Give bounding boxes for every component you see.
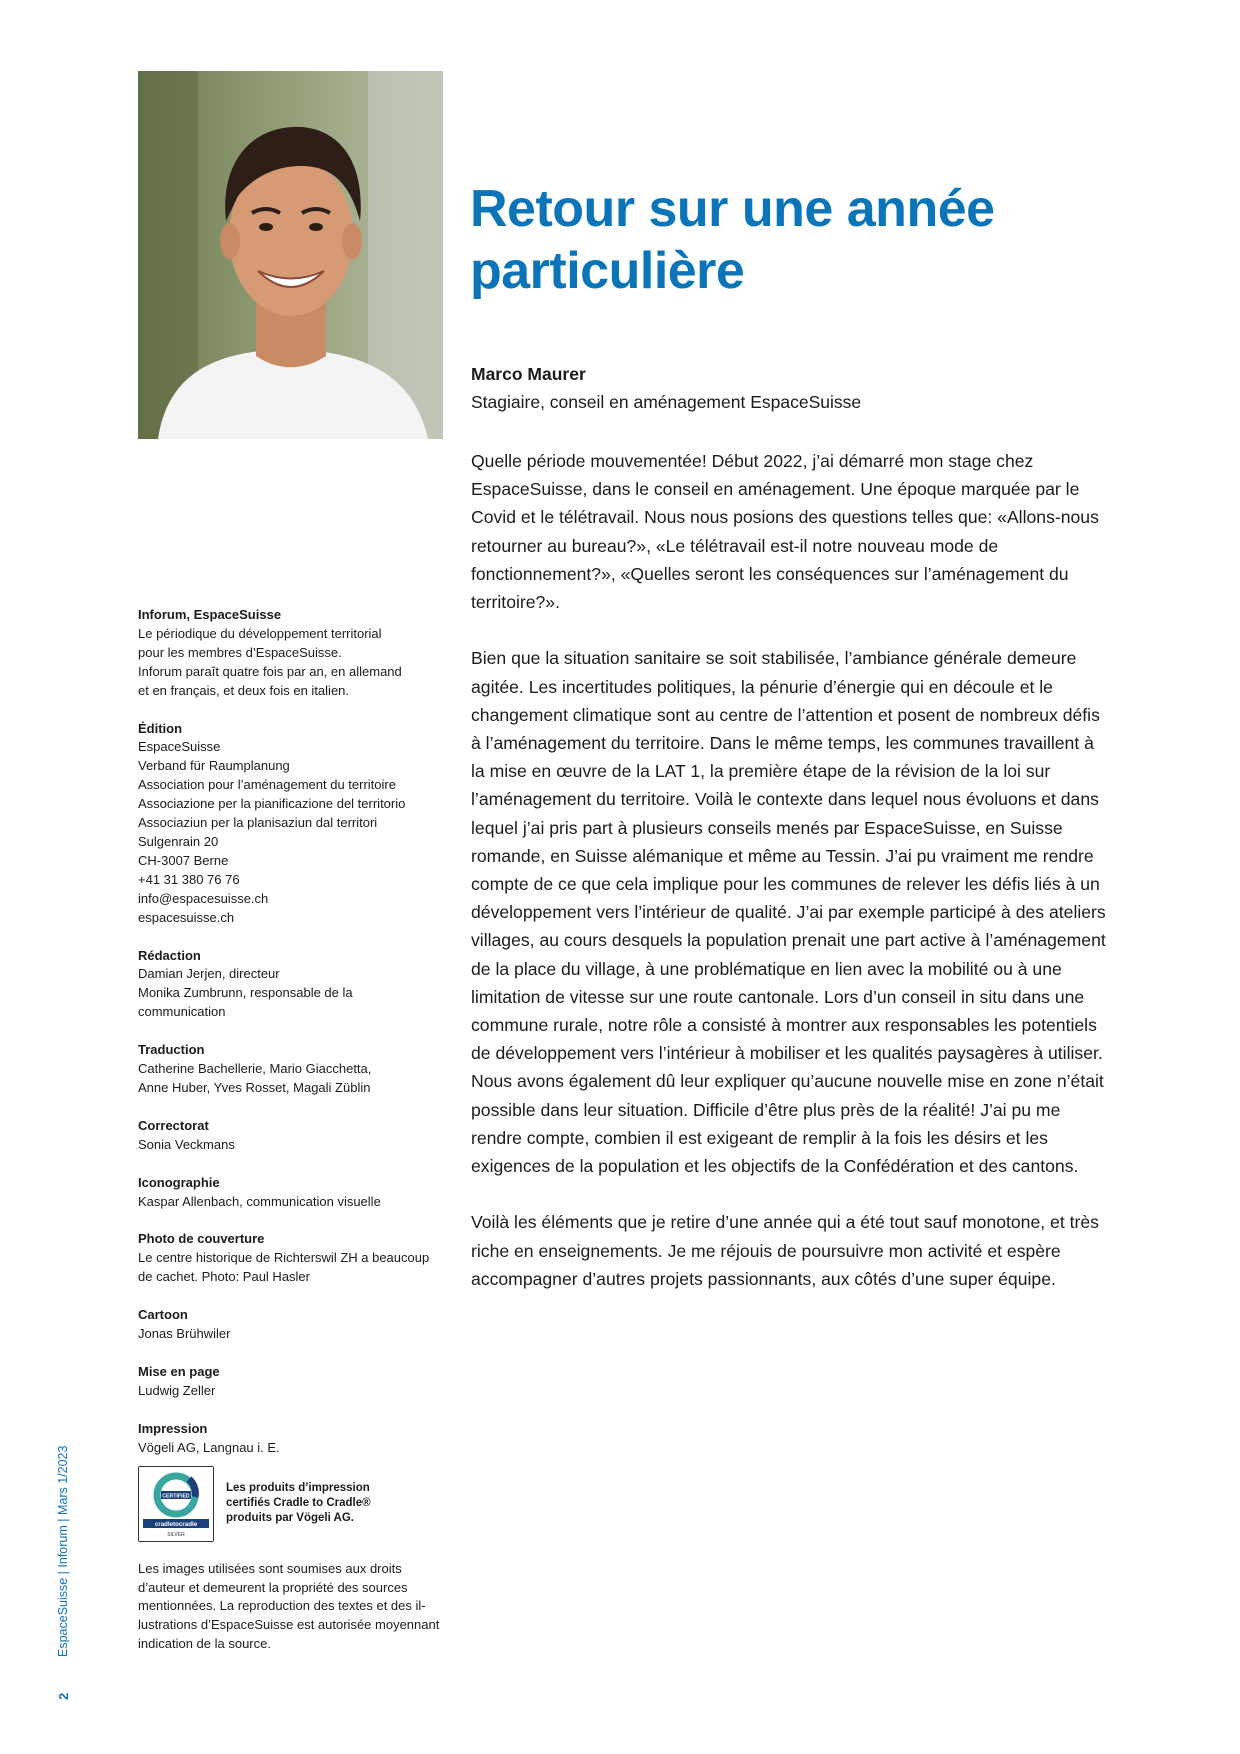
section-heading: Correctorat (138, 1117, 209, 1133)
imprint-section-correctorat (138, 1117, 448, 1155)
section-line: de cachet. Photo: Paul Hasler (138, 1269, 310, 1285)
section-line: CH-3007 Berne (138, 852, 229, 868)
section-line: Association pour l’aménagement du territoire (138, 777, 396, 793)
imprint-section-traduction (138, 1041, 448, 1098)
imprint-sidebar (138, 606, 448, 1654)
publication-desc-line: pour les membres d’EspaceSuisse. (138, 644, 342, 660)
rights-line: d’auteur et demeurent la propriété des sources (138, 1579, 408, 1595)
section-line: Damian Jerjen, directeur (138, 966, 280, 982)
section-line: EspaceSuisse (138, 739, 221, 755)
author-role: Stagiaire, conseil en aménagement EspaceSuisse (471, 392, 862, 412)
article-title: Retour sur une année particulière (470, 180, 995, 300)
section-line: Associazione per la pianificazione del territorio (138, 796, 406, 812)
section-heading: Impression (138, 1420, 208, 1436)
cradle-to-cradle-logo (138, 1466, 214, 1542)
section-line: Monika Zumbrunn, responsable de la (138, 985, 353, 1001)
body-paragraph: Voilà les éléments que je retire d’une année qui a été tout sauf monotone, et très riche en enseignements. Je me réjouis de poursuivre mon activité et espère accompagner d’autres projets passionnants, aux côtés d’une super équipe. (471, 1212, 1099, 1289)
section-line: Ludwig Zeller (138, 1382, 216, 1398)
section-heading: Mise en page (138, 1364, 220, 1379)
section-line: Associaziun per la planisaziun dal territori (138, 815, 378, 831)
imprint-section-edition (138, 720, 448, 928)
section-line: Catherine Bachellerie, Mario Giacchetta, (138, 1061, 372, 1077)
certification-line: produits par Vögeli AG. (226, 1512, 354, 1525)
section-line: Sonia Veckmans (138, 1136, 235, 1152)
svg-text:cradletocradle: cradletocradle (154, 1520, 198, 1528)
section-line: Vögeli AG, Langnau i. E. (138, 1439, 280, 1455)
section-line: Jonas Brühwiler (138, 1326, 231, 1342)
portrait-illustration (138, 71, 443, 439)
author-name: Marco Maurer (471, 364, 586, 384)
svg-text:CERTIFIED: CERTIFIED (162, 1493, 190, 1500)
section-line: Anne Huber, Yves Rosset, Magali Züblin (138, 1079, 371, 1095)
imprint-section-layout (138, 1363, 448, 1401)
imprint-section-print (138, 1420, 448, 1458)
author-portrait (138, 71, 443, 439)
section-line: communication (138, 1004, 226, 1020)
section-heading: Photo de couverture (138, 1231, 265, 1247)
section-line: +41 31 380 76 76 (138, 871, 240, 887)
website-link[interactable]: espacesuisse.ch (138, 909, 235, 925)
rights-line: lustrations d’EspaceSuisse est autorisée moyennant (138, 1617, 440, 1633)
section-line: Le centre historique de Richterswil ZH a beaucoup (138, 1250, 430, 1266)
publication-desc-line: et en français, et deux fois en italien. (138, 682, 350, 698)
publication-desc-line: Le périodique du développement territorial (138, 625, 382, 641)
imprint-section-iconographie (138, 1174, 448, 1212)
certification (138, 1466, 448, 1542)
section-heading: Traduction (138, 1042, 205, 1058)
section-heading: Cartoon (138, 1307, 188, 1323)
section-line: Verband für Raumplanung (138, 758, 290, 774)
certification-text (226, 1481, 386, 1526)
imprint-section-cover-photo (138, 1230, 448, 1287)
certification-line: certifiés Cradle to Cradle® (226, 1497, 371, 1510)
section-heading: Édition (138, 720, 183, 736)
section-line: Kaspar Allenbach, communication visuelle (138, 1193, 381, 1209)
cradle-to-cradle-icon (139, 1467, 213, 1541)
section-line: Sulgenrain 20 (138, 833, 219, 849)
publication-desc-line: Inforum paraît quatre fois par an, en allemand (138, 663, 402, 679)
rights-line: Les images utilisées sont soumises aux droits (138, 1560, 402, 1576)
svg-text:SILVER: SILVER (167, 1531, 185, 1538)
section-heading: Iconographie (138, 1174, 220, 1190)
body-paragraph: Quelle période mouvementée! Début 2022, j’ai démarré mon stage chez EspaceSuisse, dans le conseil en aménagement. Une époque marquée par le Covid et le télétravail. Nous nous posions des questions telles que: «Allons-nous retourner au bureau?», «Le télétravail est-il notre nouveau mode de fonctionnement?», «Quelles seront les conséquences sur l’aménagement du territoire?». (471, 451, 1099, 613)
running-footer: EspaceSuisse | Inforum | Mars 1/2023 (56, 1445, 70, 1657)
rights-line: mentionnées. La reproduction des textes et des il- (138, 1598, 426, 1614)
section-heading: Rédaction (138, 947, 201, 963)
rights-line: indication de la source. (138, 1636, 271, 1652)
article-body (471, 447, 1111, 1321)
email-link[interactable]: info@espacesuisse.ch (138, 890, 269, 906)
publication-info (138, 606, 448, 701)
certification-line: Les produits d’impression (226, 1482, 370, 1495)
imprint-section-cartoon (138, 1306, 448, 1344)
publication-title: Inforum, EspaceSuisse (138, 607, 282, 622)
page-number: 2 (56, 1692, 71, 1700)
imprint-section-redaction (138, 947, 448, 1023)
rights-note (138, 1560, 448, 1655)
body-paragraph: Bien que la situation sanitaire se soit stabilisée, l’ambiance générale demeure agitée. Les incertitudes politiques, la pénurie d’énergie qui en découle et le changement climatique sont au centre de l’attention et posent de nombreux défis à l’aménagement du territoire. Dans le même temps, les communes travaillent à la mise en œuvre de la LAT 1, la première étape de la révision de la loi sur l’aménagement du territoire. Voilà le contexte dans lequel nous évoluons et dans lequel j’ai pris part à plusieurs conseils menés par EspaceSuisse, en Suisse romande, en Suisse alémanique et même au Tessin. J’ai pu vraiment me rendre compte de ce que cela implique pour les communes de relever les défis liés à un développement vers l’intérieur de qualité. J’ai par exemple participé à des ateliers villages, au cours desquels la population prenait une part active à l’aménagement de la place du village, à une problématique en lien avec la mobilité ou à une limitation de vitesse sur une route cantonale. Lors d’un conseil in situ dans une commune rurale, notre rôle a consisté à montrer aux responsables les potentiels de développement vers l’intérieur à mobiliser et les qualités paysagères à utiliser. Nous avons également dû leur expliquer qu’aucune nouvelle mise en zone n’était possible dans leur situation. Difficile d’être plus près de la réalité! J’ai pu me rendre compte, combien il est exigeant de remplir à la fois les désirs et les exigences de la population et les objectifs de la Confédération et des cantons. (471, 648, 1106, 1177)
